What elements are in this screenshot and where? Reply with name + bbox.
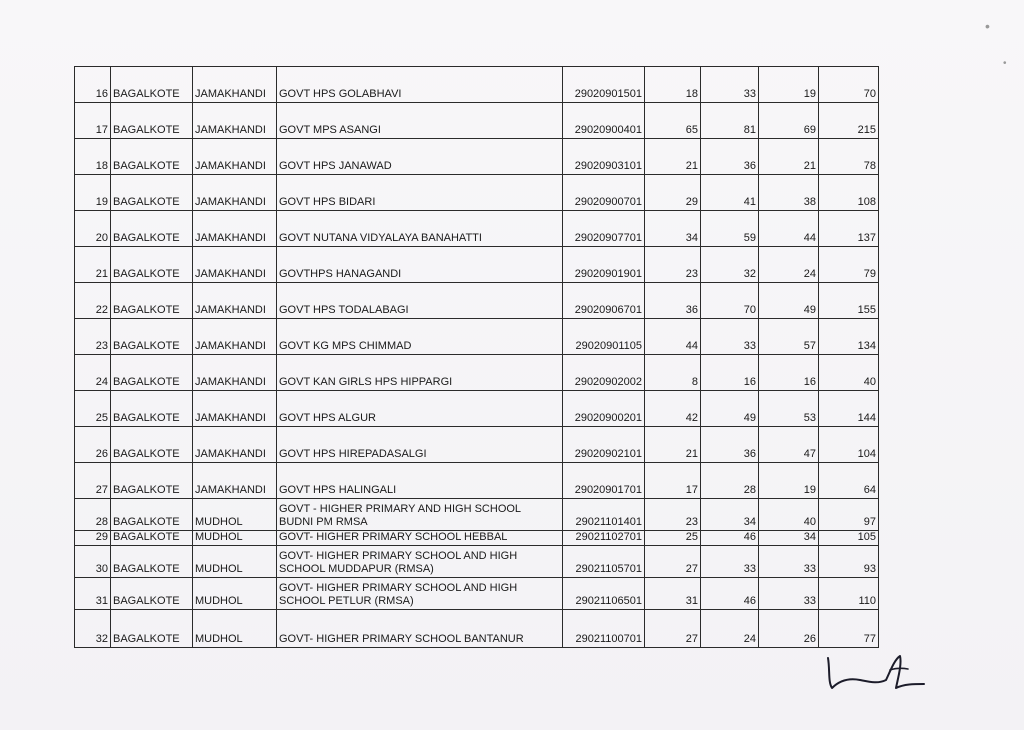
block: JAMAKHANDI (193, 67, 277, 103)
serial-number: 24 (75, 355, 111, 391)
block: JAMAKHANDI (193, 355, 277, 391)
total: 108 (819, 175, 879, 211)
total: 78 (819, 139, 879, 175)
count-col-1: 34 (645, 211, 701, 247)
school-name: GOVT HPS TODALABAGI (277, 283, 563, 319)
udise-code: 29021100701 (563, 610, 645, 648)
total: 105 (819, 531, 879, 546)
district: BAGALKOTE (111, 531, 193, 546)
udise-code: 29021102701 (563, 531, 645, 546)
total: 144 (819, 391, 879, 427)
count-col-2: 41 (701, 175, 759, 211)
count-col-3: 47 (759, 427, 819, 463)
school-name (277, 499, 563, 531)
count-col-1: 18 (645, 67, 701, 103)
school-name-line-1: GOVT- HIGHER PRIMARY SCHOOL AND HIGH (279, 550, 518, 562)
serial-number: 27 (75, 463, 111, 499)
udise-code: 29021101401 (563, 499, 645, 531)
serial-number: 32 (75, 610, 111, 648)
district: BAGALKOTE (111, 175, 193, 211)
total: 93 (819, 546, 879, 578)
count-col-3: 24 (759, 247, 819, 283)
udise-code: 29020902002 (563, 355, 645, 391)
total: 155 (819, 283, 879, 319)
block: JAMAKHANDI (193, 463, 277, 499)
school-name: GOVT- HIGHER PRIMARY SCHOOL BANTANUR (277, 610, 563, 648)
block: JAMAKHANDI (193, 103, 277, 139)
count-col-2: 70 (701, 283, 759, 319)
block: MUDHOL (193, 578, 277, 610)
serial-number: 23 (75, 319, 111, 355)
district: BAGALKOTE (111, 247, 193, 283)
district: BAGALKOTE (111, 67, 193, 103)
table-row (75, 499, 879, 531)
table-row (75, 247, 879, 283)
serial-number: 19 (75, 175, 111, 211)
count-col-1: 31 (645, 578, 701, 610)
school-name: GOVT HPS HIREPADASALGI (277, 427, 563, 463)
udise-code: 29020903101 (563, 139, 645, 175)
count-col-2: 46 (701, 578, 759, 610)
serial-number: 31 (75, 578, 111, 610)
school-name: GOVTHPS HANAGANDI (277, 247, 563, 283)
count-col-2: 33 (701, 546, 759, 578)
total: 104 (819, 427, 879, 463)
udise-code: 29021105701 (563, 546, 645, 578)
count-col-1: 42 (645, 391, 701, 427)
table-row (75, 283, 879, 319)
scan-dot: • (985, 18, 990, 34)
total: 70 (819, 67, 879, 103)
school-name: GOVT- HIGHER PRIMARY SCHOOL HEBBAL (277, 531, 563, 546)
school-name: GOVT HPS BIDARI (277, 175, 563, 211)
district: BAGALKOTE (111, 427, 193, 463)
block: MUDHOL (193, 531, 277, 546)
table-row (75, 355, 879, 391)
school-enrollment-table (74, 66, 879, 648)
district: BAGALKOTE (111, 391, 193, 427)
block: JAMAKHANDI (193, 175, 277, 211)
table-row (75, 610, 879, 648)
table-row (75, 546, 879, 578)
school-name: GOVT MPS ASANGI (277, 103, 563, 139)
count-col-2: 36 (701, 427, 759, 463)
count-col-1: 21 (645, 139, 701, 175)
serial-number: 30 (75, 546, 111, 578)
count-col-2: 24 (701, 610, 759, 648)
table-row (75, 103, 879, 139)
serial-number: 18 (75, 139, 111, 175)
udise-code: 29020902101 (563, 427, 645, 463)
block: MUDHOL (193, 610, 277, 648)
udise-code: 29020900201 (563, 391, 645, 427)
count-col-3: 69 (759, 103, 819, 139)
count-col-1: 23 (645, 499, 701, 531)
count-col-3: 16 (759, 355, 819, 391)
serial-number: 25 (75, 391, 111, 427)
table-row (75, 67, 879, 103)
count-col-2: 33 (701, 319, 759, 355)
serial-number: 22 (75, 283, 111, 319)
count-col-1: 29 (645, 175, 701, 211)
table-row (75, 319, 879, 355)
school-name (277, 546, 563, 578)
table-row (75, 175, 879, 211)
district: BAGALKOTE (111, 211, 193, 247)
count-col-1: 65 (645, 103, 701, 139)
udise-code: 29020900401 (563, 103, 645, 139)
scan-dot: • (1003, 58, 1007, 69)
count-col-3: 57 (759, 319, 819, 355)
school-name: GOVT KG MPS CHIMMAD (277, 319, 563, 355)
count-col-1: 36 (645, 283, 701, 319)
school-name: GOVT HPS ALGUR (277, 391, 563, 427)
count-col-1: 27 (645, 610, 701, 648)
count-col-2: 34 (701, 499, 759, 531)
school-name: GOVT HPS GOLABHAVI (277, 67, 563, 103)
table-row (75, 391, 879, 427)
count-col-1: 27 (645, 546, 701, 578)
district: BAGALKOTE (111, 546, 193, 578)
count-col-3: 49 (759, 283, 819, 319)
block: JAMAKHANDI (193, 319, 277, 355)
udise-code: 29021106501 (563, 578, 645, 610)
block: JAMAKHANDI (193, 211, 277, 247)
udise-code: 29020907701 (563, 211, 645, 247)
block: JAMAKHANDI (193, 391, 277, 427)
school-name-line-2: BUDNI PM RMSA (279, 516, 368, 528)
count-col-2: 33 (701, 67, 759, 103)
count-col-2: 81 (701, 103, 759, 139)
table-row (75, 463, 879, 499)
count-col-1: 8 (645, 355, 701, 391)
handwritten-signature (820, 650, 930, 695)
block: JAMAKHANDI (193, 283, 277, 319)
count-col-1: 17 (645, 463, 701, 499)
school-name (277, 578, 563, 610)
district: BAGALKOTE (111, 610, 193, 648)
total: 64 (819, 463, 879, 499)
block: MUDHOL (193, 546, 277, 578)
table-row (75, 139, 879, 175)
serial-number: 20 (75, 211, 111, 247)
serial-number: 28 (75, 499, 111, 531)
count-col-3: 34 (759, 531, 819, 546)
serial-number: 29 (75, 531, 111, 546)
count-col-3: 53 (759, 391, 819, 427)
school-name: GOVT NUTANA VIDYALAYA BANAHATTI (277, 211, 563, 247)
school-name: GOVT HPS JANAWAD (277, 139, 563, 175)
udise-code: 29020906701 (563, 283, 645, 319)
block: MUDHOL (193, 499, 277, 531)
school-name-line-2: SCHOOL MUDDAPUR (RMSA) (279, 563, 434, 575)
count-col-3: 40 (759, 499, 819, 531)
count-col-1: 21 (645, 427, 701, 463)
udise-code: 29020901701 (563, 463, 645, 499)
district: BAGALKOTE (111, 283, 193, 319)
serial-number: 26 (75, 427, 111, 463)
block: JAMAKHANDI (193, 247, 277, 283)
block: JAMAKHANDI (193, 139, 277, 175)
count-col-3: 19 (759, 67, 819, 103)
count-col-3: 26 (759, 610, 819, 648)
school-name-line-1: GOVT - HIGHER PRIMARY AND HIGH SCHOOL (279, 503, 522, 515)
total: 97 (819, 499, 879, 531)
count-col-2: 59 (701, 211, 759, 247)
count-col-3: 19 (759, 463, 819, 499)
total: 110 (819, 578, 879, 610)
count-col-1: 44 (645, 319, 701, 355)
count-col-2: 46 (701, 531, 759, 546)
serial-number: 16 (75, 67, 111, 103)
udise-code: 29020900701 (563, 175, 645, 211)
district: BAGALKOTE (111, 499, 193, 531)
district: BAGALKOTE (111, 355, 193, 391)
total: 215 (819, 103, 879, 139)
school-name: GOVT HPS HALINGALI (277, 463, 563, 499)
district: BAGALKOTE (111, 139, 193, 175)
district: BAGALKOTE (111, 103, 193, 139)
count-col-1: 25 (645, 531, 701, 546)
school-name-line-1: GOVT- HIGHER PRIMARY SCHOOL AND HIGH (279, 582, 518, 594)
count-col-3: 33 (759, 546, 819, 578)
total: 77 (819, 610, 879, 648)
total: 79 (819, 247, 879, 283)
total: 40 (819, 355, 879, 391)
school-name-line-2: SCHOOL PETLUR (RMSA) (279, 595, 414, 607)
serial-number: 17 (75, 103, 111, 139)
count-col-2: 16 (701, 355, 759, 391)
table-row (75, 531, 879, 546)
table-row (75, 211, 879, 247)
district: BAGALKOTE (111, 463, 193, 499)
table-row (75, 427, 879, 463)
count-col-3: 21 (759, 139, 819, 175)
count-col-3: 44 (759, 211, 819, 247)
udise-code: 29020901105 (563, 319, 645, 355)
block: JAMAKHANDI (193, 427, 277, 463)
count-col-3: 38 (759, 175, 819, 211)
count-col-2: 36 (701, 139, 759, 175)
udise-code: 29020901501 (563, 67, 645, 103)
district: BAGALKOTE (111, 319, 193, 355)
serial-number: 21 (75, 247, 111, 283)
count-col-2: 32 (701, 247, 759, 283)
total: 137 (819, 211, 879, 247)
count-col-2: 49 (701, 391, 759, 427)
udise-code: 29020901901 (563, 247, 645, 283)
total: 134 (819, 319, 879, 355)
count-col-3: 33 (759, 578, 819, 610)
table-row (75, 578, 879, 610)
count-col-2: 28 (701, 463, 759, 499)
school-name: GOVT KAN GIRLS HPS HIPPARGI (277, 355, 563, 391)
count-col-1: 23 (645, 247, 701, 283)
district: BAGALKOTE (111, 578, 193, 610)
